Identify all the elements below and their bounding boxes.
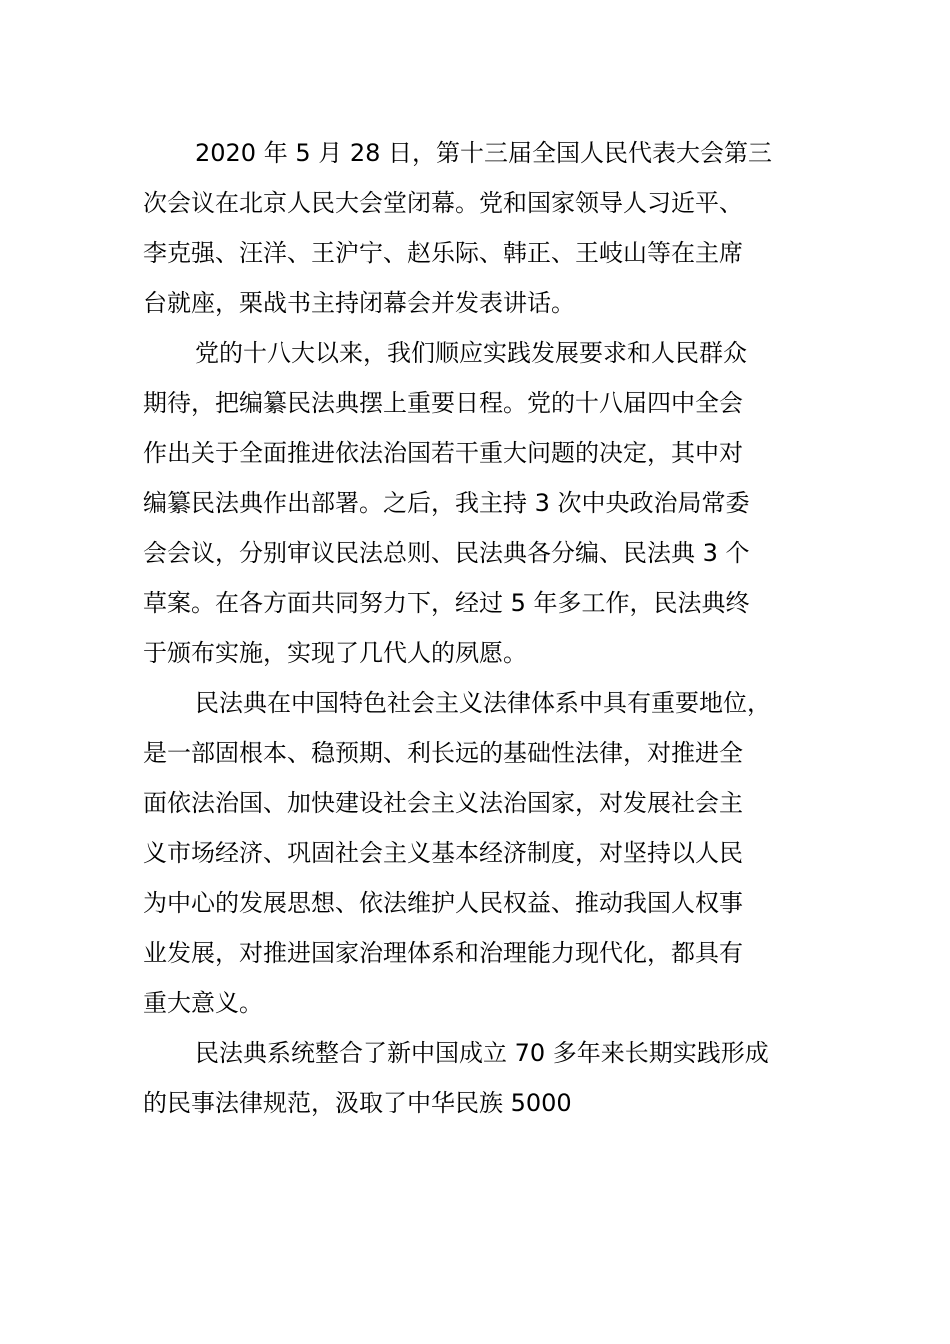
text-line: 为中心的发展思想、依法维护人民权益、推动我国人权事 [143, 889, 743, 917]
text-line: 义市场经济、巩固社会主义基本经济制度，对坚持以人民 [143, 839, 743, 867]
paragraph-3 [143, 678, 811, 1028]
text-line: 台就座，栗战书主持闭幕会并发表讲话。 [143, 289, 575, 317]
text-line: 期待，把编纂民法典摆上重要日程。党的十八届四中全会 [143, 389, 743, 417]
text-line: 重大意义。 [143, 989, 263, 1017]
paragraph-1 [143, 128, 811, 328]
text-line: 面依法治国、加快建设社会主义法治国家，对发展社会主 [143, 789, 743, 817]
text-line: 的民事法律规范，汲取了中华民族 5000 [143, 1089, 572, 1117]
text-line: 草案。在各方面共同努力下，经过 5 年多工作，民法典终 [143, 589, 750, 617]
text-line: 于颁布实施，实现了几代人的夙愿。 [143, 639, 527, 667]
text-line: 编纂民法典作出部署。之后，我主持 3 次中央政治局常委 [143, 489, 750, 517]
paragraph-4 [143, 1028, 811, 1128]
text-line: 民法典在中国特色社会主义法律体系中具有重要地位， [195, 689, 771, 717]
document-body [143, 128, 811, 1128]
text-line: 民法典系统整合了新中国成立 70 多年来长期实践形成 [195, 1039, 769, 1067]
text-line: 次会议在北京人民大会堂闭幕。党和国家领导人习近平、 [143, 189, 743, 217]
paragraph-2 [143, 328, 811, 678]
text-line: 业发展，对推进国家治理体系和治理能力现代化，都具有 [143, 939, 743, 967]
text-line: 2020 年 5 月 28 日，第十三届全国人民代表大会第三 [195, 139, 773, 167]
text-line: 党的十八大以来，我们顺应实践发展要求和人民群众 [195, 339, 747, 367]
text-line: 是一部固根本、稳预期、利长远的基础性法律，对推进全 [143, 739, 743, 767]
text-line: 作出关于全面推进依法治国若干重大问题的决定，其中对 [143, 439, 743, 467]
text-line: 会会议，分别审议民法总则、民法典各分编、民法典 3 个 [143, 539, 750, 567]
text-line: 李克强、汪洋、王沪宁、赵乐际、韩正、王岐山等在主席 [143, 239, 743, 267]
